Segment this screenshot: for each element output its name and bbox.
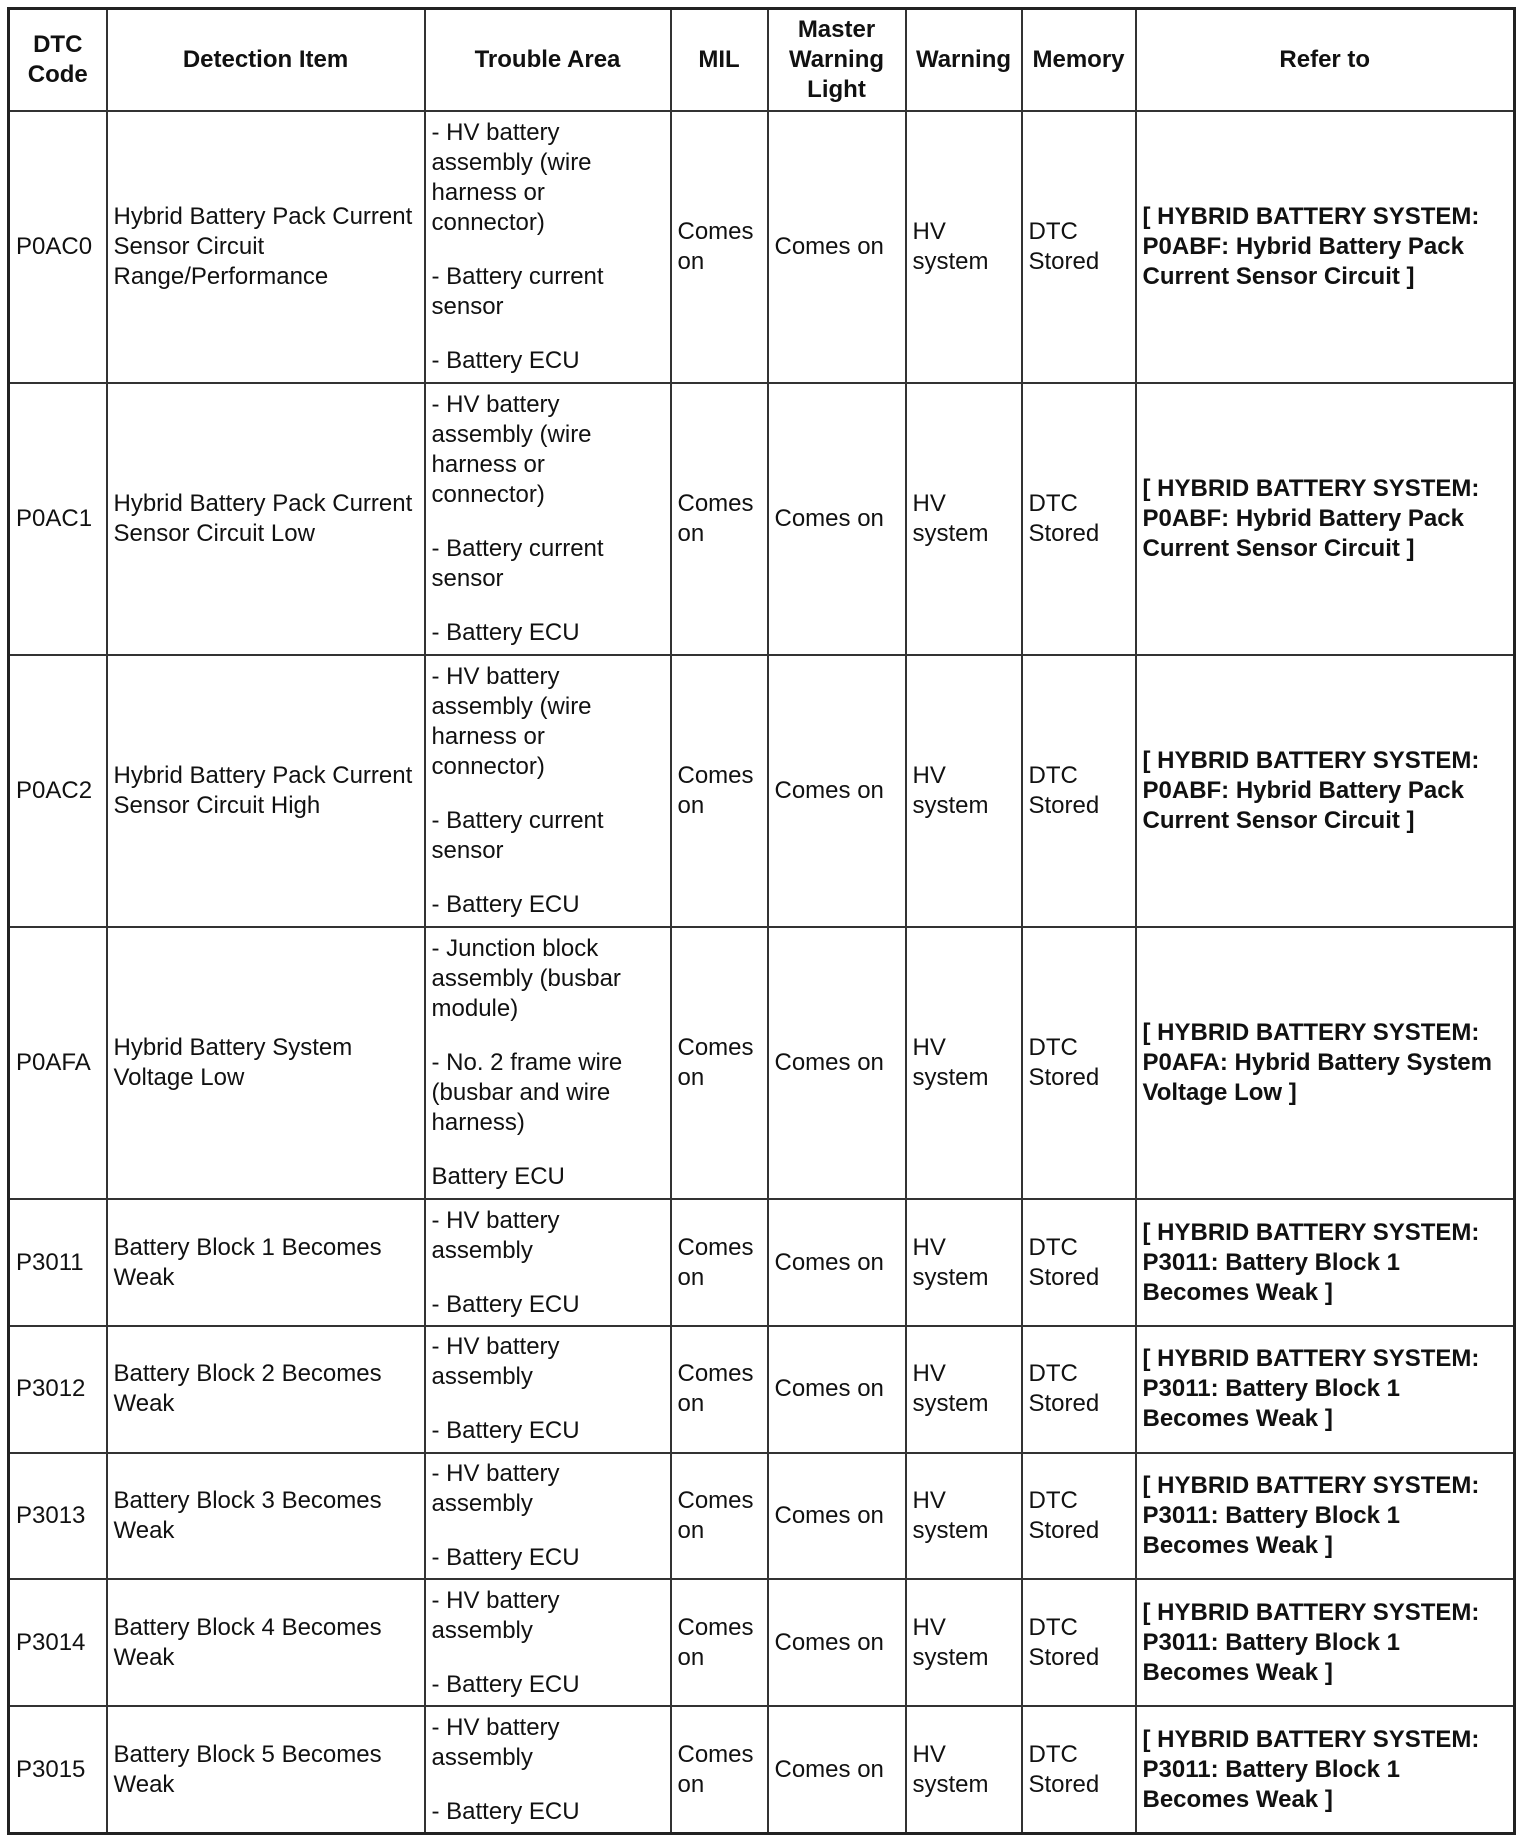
trouble-area-item: - HV battery assembly: [431, 1713, 560, 1771]
trouble-area-item: - HV battery assembly (wire harness or connector): [431, 663, 592, 781]
trouble-area-cell: [425, 1579, 671, 1706]
master-warning-light-cell: Comes on: [768, 1199, 906, 1326]
memory-cell: DTC Stored: [1022, 1453, 1136, 1580]
table-row: [9, 655, 1515, 927]
trouble-area-item: - HV battery assembly: [431, 1333, 560, 1391]
header-dtc-code: DTC Code: [9, 9, 107, 112]
mil-cell: Comes on: [671, 655, 768, 927]
header-master-warning-light: Master Warning Light: [768, 9, 906, 112]
memory-cell: DTC Stored: [1022, 1199, 1136, 1326]
memory-cell: DTC Stored: [1022, 383, 1136, 655]
trouble-area-item: - Battery ECU: [431, 1290, 580, 1318]
trouble-area-cell: [425, 383, 671, 655]
refer-to-cell: [ HYBRID BATTERY SYSTEM: P3011: Battery Block 1 Becomes Weak ]: [1136, 1199, 1515, 1326]
trouble-area-cell: [425, 927, 671, 1199]
master-warning-light-cell: Comes on: [768, 1579, 906, 1706]
trouble-area-item: - Battery ECU: [431, 1670, 580, 1698]
detection-item-cell: Battery Block 1 Becomes Weak: [107, 1199, 425, 1326]
warning-cell: HV system: [906, 1579, 1022, 1706]
warning-cell: HV system: [906, 1453, 1022, 1580]
memory-cell: DTC Stored: [1022, 111, 1136, 383]
master-warning-light-cell: Comes on: [768, 927, 906, 1199]
mil-cell: Comes on: [671, 111, 768, 383]
header-mil: MIL: [671, 9, 768, 112]
refer-to-cell: [ HYBRID BATTERY SYSTEM: P0AFA: Hybrid Battery System Voltage Low ]: [1136, 927, 1515, 1199]
dtc-table: [7, 7, 1516, 1835]
trouble-area-item: - HV battery assembly (wire harness or connector): [431, 391, 592, 509]
trouble-area-item: - HV battery assembly: [431, 1206, 560, 1264]
refer-to-cell: [ HYBRID BATTERY SYSTEM: P0ABF: Hybrid Battery Pack Current Sensor Circuit ]: [1136, 383, 1515, 655]
mil-cell: Comes on: [671, 383, 768, 655]
dtc-code-cell: P0AC0: [9, 111, 107, 383]
trouble-area-item: - HV battery assembly: [431, 1460, 560, 1518]
warning-cell: HV system: [906, 1706, 1022, 1833]
trouble-area-cell: [425, 1706, 671, 1833]
trouble-area-item: - Battery ECU: [431, 619, 580, 647]
warning-cell: HV system: [906, 111, 1022, 383]
dtc-code-cell: P0AFA: [9, 927, 107, 1199]
mil-cell: Comes on: [671, 1199, 768, 1326]
mil-cell: Comes on: [671, 1453, 768, 1580]
memory-cell: DTC Stored: [1022, 1579, 1136, 1706]
master-warning-light-cell: Comes on: [768, 1706, 906, 1833]
detection-item-cell: Battery Block 4 Becomes Weak: [107, 1579, 425, 1706]
trouble-area-item: - HV battery assembly: [431, 1586, 560, 1644]
trouble-area-item: - No. 2 frame wire (busbar and wire harness): [431, 1049, 623, 1137]
trouble-area-item: - Junction block assembly (busbar module): [431, 935, 621, 1023]
detection-item-cell: Hybrid Battery Pack Current Sensor Circuit Range/Performance: [107, 111, 425, 383]
trouble-area-item: - Battery current sensor: [431, 535, 604, 593]
trouble-area-item: - Battery ECU: [431, 1417, 580, 1445]
trouble-area-item: - HV battery assembly (wire harness or connector): [431, 119, 592, 237]
table-row: [9, 1326, 1515, 1453]
trouble-area-item: - Battery current sensor: [431, 807, 604, 865]
dtc-code-cell: P0AC1: [9, 383, 107, 655]
trouble-area-cell: [425, 1453, 671, 1580]
master-warning-light-cell: Comes on: [768, 1326, 906, 1453]
header-detection-item: Detection Item: [107, 9, 425, 112]
detection-item-cell: Hybrid Battery Pack Current Sensor Circuit Low: [107, 383, 425, 655]
header-warning: Warning: [906, 9, 1022, 112]
table-row: [9, 1706, 1515, 1833]
refer-to-cell: [ HYBRID BATTERY SYSTEM: P0ABF: Hybrid Battery Pack Current Sensor Circuit ]: [1136, 111, 1515, 383]
table-row: [9, 111, 1515, 383]
table-row: [9, 1579, 1515, 1706]
master-warning-light-cell: Comes on: [768, 383, 906, 655]
memory-cell: DTC Stored: [1022, 927, 1136, 1199]
detection-item-cell: Battery Block 2 Becomes Weak: [107, 1326, 425, 1453]
warning-cell: HV system: [906, 1326, 1022, 1453]
memory-cell: DTC Stored: [1022, 655, 1136, 927]
mil-cell: Comes on: [671, 1326, 768, 1453]
warning-cell: HV system: [906, 927, 1022, 1199]
trouble-area-item: - Battery ECU: [431, 347, 580, 375]
dtc-code-cell: P0AC2: [9, 655, 107, 927]
trouble-area-item: - Battery ECU: [431, 1797, 580, 1825]
refer-to-cell: [ HYBRID BATTERY SYSTEM: P3011: Battery Block 1 Becomes Weak ]: [1136, 1453, 1515, 1580]
dtc-code-cell: P3015: [9, 1706, 107, 1833]
trouble-area-item: - Battery ECU: [431, 891, 580, 919]
memory-cell: DTC Stored: [1022, 1706, 1136, 1833]
header-memory: Memory: [1022, 9, 1136, 112]
dtc-code-cell: P3012: [9, 1326, 107, 1453]
header-refer-to: Refer to: [1136, 9, 1515, 112]
trouble-area-cell: [425, 1199, 671, 1326]
header-row: [9, 9, 1515, 112]
warning-cell: HV system: [906, 655, 1022, 927]
trouble-area-item: Battery ECU: [431, 1163, 565, 1191]
refer-to-cell: [ HYBRID BATTERY SYSTEM: P0ABF: Hybrid Battery Pack Current Sensor Circuit ]: [1136, 655, 1515, 927]
master-warning-light-cell: Comes on: [768, 1453, 906, 1580]
trouble-area-cell: [425, 111, 671, 383]
mil-cell: Comes on: [671, 927, 768, 1199]
table-row: [9, 1199, 1515, 1326]
master-warning-light-cell: Comes on: [768, 655, 906, 927]
table-row: [9, 383, 1515, 655]
detection-item-cell: Battery Block 3 Becomes Weak: [107, 1453, 425, 1580]
dtc-code-cell: P3014: [9, 1579, 107, 1706]
table-row: [9, 1453, 1515, 1580]
trouble-area-cell: [425, 1326, 671, 1453]
dtc-code-cell: P3013: [9, 1453, 107, 1580]
header-trouble-area: Trouble Area: [425, 9, 671, 112]
refer-to-cell: [ HYBRID BATTERY SYSTEM: P3011: Battery Block 1 Becomes Weak ]: [1136, 1706, 1515, 1833]
detection-item-cell: Hybrid Battery System Voltage Low: [107, 927, 425, 1199]
trouble-area-item: - Battery ECU: [431, 1544, 580, 1572]
mil-cell: Comes on: [671, 1579, 768, 1706]
table-row: [9, 927, 1515, 1199]
trouble-area-cell: [425, 655, 671, 927]
refer-to-cell: [ HYBRID BATTERY SYSTEM: P3011: Battery Block 1 Becomes Weak ]: [1136, 1326, 1515, 1453]
detection-item-cell: Battery Block 5 Becomes Weak: [107, 1706, 425, 1833]
master-warning-light-cell: Comes on: [768, 111, 906, 383]
detection-item-cell: Hybrid Battery Pack Current Sensor Circuit High: [107, 655, 425, 927]
refer-to-cell: [ HYBRID BATTERY SYSTEM: P3011: Battery Block 1 Becomes Weak ]: [1136, 1579, 1515, 1706]
trouble-area-item: - Battery current sensor: [431, 263, 604, 321]
dtc-code-cell: P3011: [9, 1199, 107, 1326]
warning-cell: HV system: [906, 1199, 1022, 1326]
memory-cell: DTC Stored: [1022, 1326, 1136, 1453]
mil-cell: Comes on: [671, 1706, 768, 1833]
warning-cell: HV system: [906, 383, 1022, 655]
